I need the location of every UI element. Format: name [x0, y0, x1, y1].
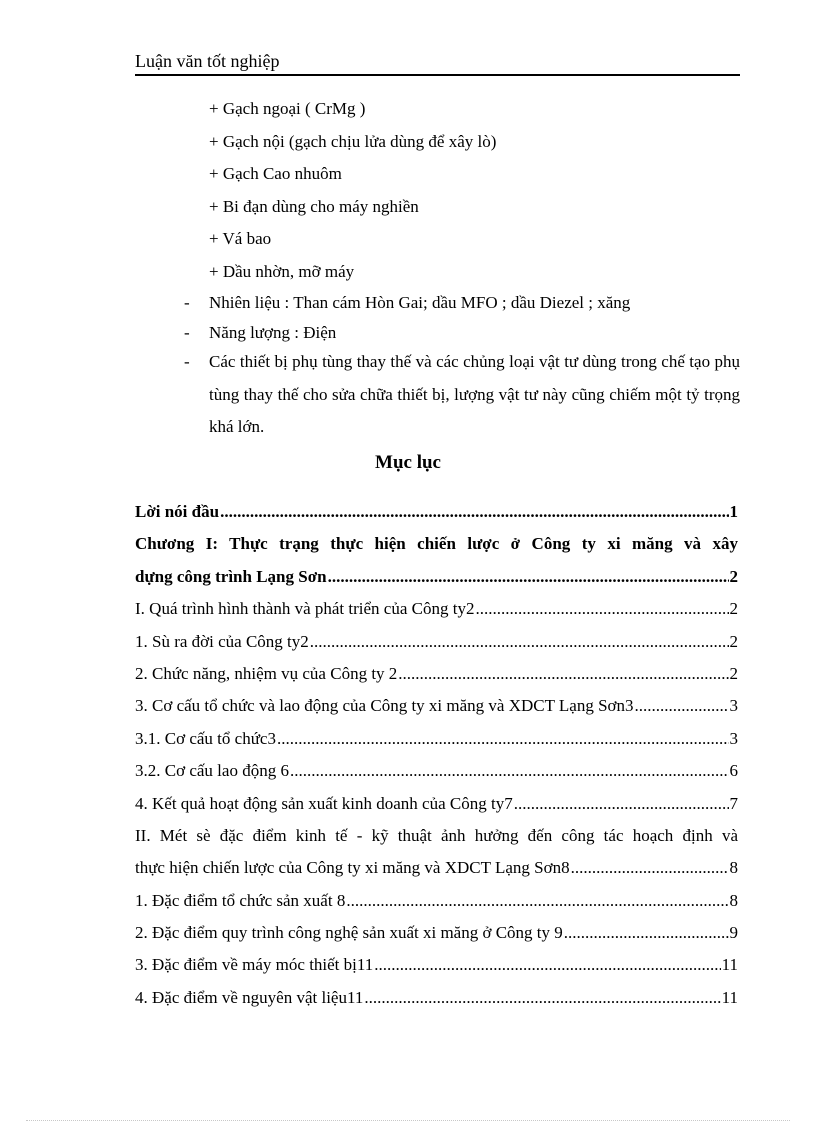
list-item	[184, 290, 740, 320]
toc-entry-title: 3.2. Cơ cấu lao động 6	[135, 761, 289, 781]
toc-entry-page: 3	[729, 728, 738, 748]
toc-entry-section2-line1[interactable]: II. Mét sè đặc điểm kinh tế - kỹ thuật ảnh hưởng đến công tác hoạch định và	[135, 825, 738, 845]
toc-entry-title: 2. Chức năng, nhiệm vụ của Công ty 2	[135, 663, 398, 683]
toc-title: Mục lục	[375, 452, 441, 473]
toc-entry[interactable]	[135, 887, 738, 919]
toc-entry-title: 2. Đặc điểm quy trình công nghệ sản xuất xi măng ở Công ty 9	[135, 923, 563, 943]
list-item: + Gạch nội (gạch chịu lửa dùng để xây lò)	[209, 131, 497, 151]
toc-entry[interactable]	[135, 595, 738, 627]
toc-entry[interactable]	[135, 725, 738, 757]
toc-entry-page: 11	[721, 955, 738, 975]
list-item: + Gạch ngoại ( CrMg )	[209, 99, 366, 118]
toc-entry[interactable]	[135, 660, 738, 692]
toc-entry-page: 11	[721, 987, 738, 1007]
toc-entry-title: Lời nói đầu	[135, 502, 220, 521]
toc-entry[interactable]	[135, 919, 738, 951]
toc-entry-page: 1	[729, 502, 738, 521]
toc-entry-page: 8	[729, 858, 738, 878]
toc-leader-dots	[220, 498, 728, 526]
materials-list	[209, 96, 496, 292]
dash-bullet: -	[184, 322, 190, 342]
toc-entry-page: 6	[729, 761, 738, 781]
toc-entry-page: 2	[729, 599, 738, 619]
toc-leader-dots	[514, 790, 729, 818]
header-title: Luận văn tốt nghiệp	[135, 51, 280, 71]
list-item: + Bi đạn dùng cho máy nghiền	[209, 196, 419, 216]
toc-entry-page: 8	[729, 890, 738, 910]
dash-bullet: -	[184, 352, 190, 372]
toc-entry-page: 3	[729, 696, 738, 716]
list-item: + Dầu nhờn, mỡ máy	[209, 261, 355, 281]
list-item: + Gạch Cao nhuôm	[209, 164, 342, 184]
toc-entry-chapter1[interactable]	[135, 563, 738, 595]
toc-leader-dots	[346, 887, 728, 915]
toc-leader-dots	[564, 919, 729, 947]
toc-entry-title: 1. Đặc điểm tổ chức sản xuất 8	[135, 890, 346, 910]
list-item: + Vá bao	[209, 229, 272, 249]
toc-entry-title: thực hiện chiến lược của Công ty xi măng và XDCT Lạng Sơn8	[135, 858, 570, 878]
toc-leader-dots	[290, 757, 729, 785]
resource-list	[184, 290, 740, 444]
toc-entry[interactable]	[135, 692, 738, 724]
toc-entry-page: 2	[729, 566, 738, 586]
toc-entry-loi-noi-dau[interactable]	[135, 498, 738, 530]
toc-leader-dots	[364, 984, 720, 1012]
toc-leader-dots	[277, 725, 729, 753]
toc-leader-dots	[374, 951, 720, 979]
list-item-text: Năng lượng : Điện	[209, 322, 337, 342]
list-item-text: Nhiên liệu : Than cám Hòn Gai; dầu MFO ; dầu Diezel ; xăng	[209, 293, 631, 312]
dash-bullet: -	[184, 293, 190, 312]
toc-entry-chapter1-line1[interactable]: Chương I: Thực trạng thực hiện chiến lược ở Công ty xi măng và xây	[135, 534, 738, 554]
toc-leader-dots	[571, 854, 729, 882]
toc-entry-title: 4. Kết quả hoạt động sản xuất kinh doanh của Công ty7	[135, 793, 513, 813]
toc-entry-page: 7	[729, 793, 738, 813]
list-item-text: Các thiết bị phụ tùng thay thế và các chủng loại vật tư dùng trong chế tạo phụ tùng thay thế cho sửa chữa thiết bị, lượng vật tư này cũng chiếm một tỷ trọng khá lớn.	[209, 352, 740, 437]
toc-leader-dots	[635, 692, 729, 720]
toc-entry-page: 9	[729, 923, 738, 943]
toc-entry-title: I. Quá trình hình thành và phát triển của Công ty2	[135, 599, 475, 619]
toc-entry-page: 2	[729, 663, 738, 683]
toc-entry-section2[interactable]	[135, 854, 738, 886]
toc-entry[interactable]	[135, 951, 738, 983]
toc-entry-title: 4. Đặc điểm về nguyên vật liệu11	[135, 987, 364, 1007]
page-header	[135, 50, 740, 76]
list-item	[184, 320, 740, 350]
toc-entry[interactable]	[135, 757, 738, 789]
toc-entry[interactable]	[135, 790, 738, 822]
toc-entry-page: 2	[729, 631, 738, 651]
toc-entry-title: 3. Cơ cấu tổ chức và lao động của Công ty xi măng và XDCT Lạng Sơn3	[135, 696, 634, 716]
toc-leader-dots	[398, 660, 728, 688]
toc-leader-dots	[475, 595, 728, 623]
page-bottom-divider	[26, 1120, 790, 1121]
list-item	[184, 349, 740, 444]
toc-leader-dots	[310, 628, 729, 656]
toc-entry-title: dựng công trình Lạng Sơn	[135, 566, 327, 586]
toc-entry-title: 1. Sù ra đời của Công ty2	[135, 631, 309, 651]
toc-entry[interactable]	[135, 628, 738, 660]
toc-leader-dots	[328, 563, 729, 591]
table-of-contents	[135, 498, 738, 1016]
toc-entry[interactable]	[135, 984, 738, 1016]
toc-entry-title: 3. Đặc điểm về máy móc thiết bị11	[135, 955, 374, 975]
toc-entry-title: 3.1. Cơ cấu tổ chức3	[135, 728, 276, 748]
